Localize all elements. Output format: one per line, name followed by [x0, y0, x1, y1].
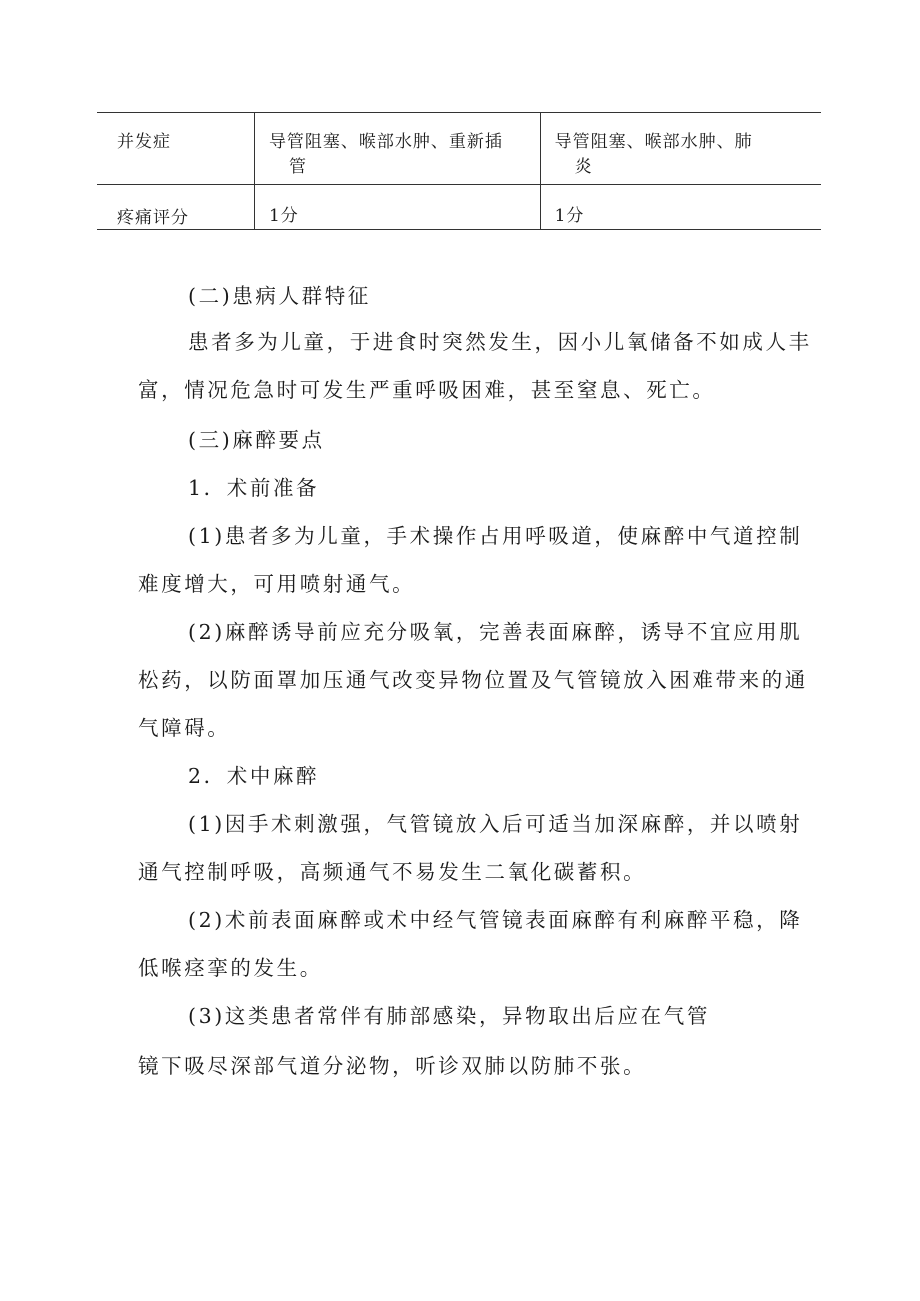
row-label: 并发症: [117, 132, 171, 152]
table-row: [97, 185, 821, 230]
cell-text-line: 导管阻塞、喉部水肿、肺: [554, 132, 753, 152]
paragraph: 患者多为儿童，于进食时突然发生，因小儿氧储备不如成人丰 富，情况危急时可发生严重呼吸困难，甚至窒息、死亡。: [138, 330, 812, 402]
table-cell: [540, 185, 821, 230]
row-label: 疼痛评分: [117, 208, 189, 228]
paragraph: (1)患者多为儿童，手术操作占用呼吸道，使麻醉中气道控制 难度增大，可用喷射通气。: [138, 524, 803, 596]
cell-text-line: 导管阻塞、喉部水肿、重新插: [268, 132, 503, 152]
section-heading: (二)患病人群特征: [188, 284, 371, 308]
section-heading: (三)麻醉要点: [188, 428, 325, 452]
paragraph: (2)术前表面麻醉或术中经气管镜表面麻醉有利麻醉平稳，降 低喉痉挛的发生。: [138, 908, 803, 980]
cell-text-line: 1分: [554, 206, 585, 226]
paragraph: (3)这类患者常伴有肺部感染，异物取出后应在气管 镜下吸尽深部气道分泌物，听诊双肺以防肺不张。: [138, 1004, 710, 1078]
paragraph: (2)麻醉诱导前应充分吸氧，完善表面麻醉，诱导不宜应用肌 松药，以防面罩加压通气改变异物位置及气管镜放入困难带来的通 气障碍。: [138, 620, 808, 740]
table-cell: [97, 113, 254, 185]
table-cell: [254, 113, 540, 185]
comparison-table: [97, 112, 821, 230]
table-cell: [540, 113, 821, 185]
paragraph: (1)因手术刺激强，气管镜放入后可适当加深麻醉，并以喷射 通气控制呼吸，高频通气不易发生二氧化碳蓄积。: [138, 812, 803, 884]
table-row: [97, 113, 821, 185]
table-cell: [97, 185, 254, 230]
cell-text-line: 1分: [268, 206, 299, 226]
table-cell: [254, 185, 540, 230]
cell-text-line: 炎: [574, 157, 593, 177]
cell-text-line: 管: [288, 157, 307, 177]
subsection-heading: 1．术前准备: [188, 476, 320, 500]
subsection-heading: 2．术中麻醉: [188, 764, 320, 788]
